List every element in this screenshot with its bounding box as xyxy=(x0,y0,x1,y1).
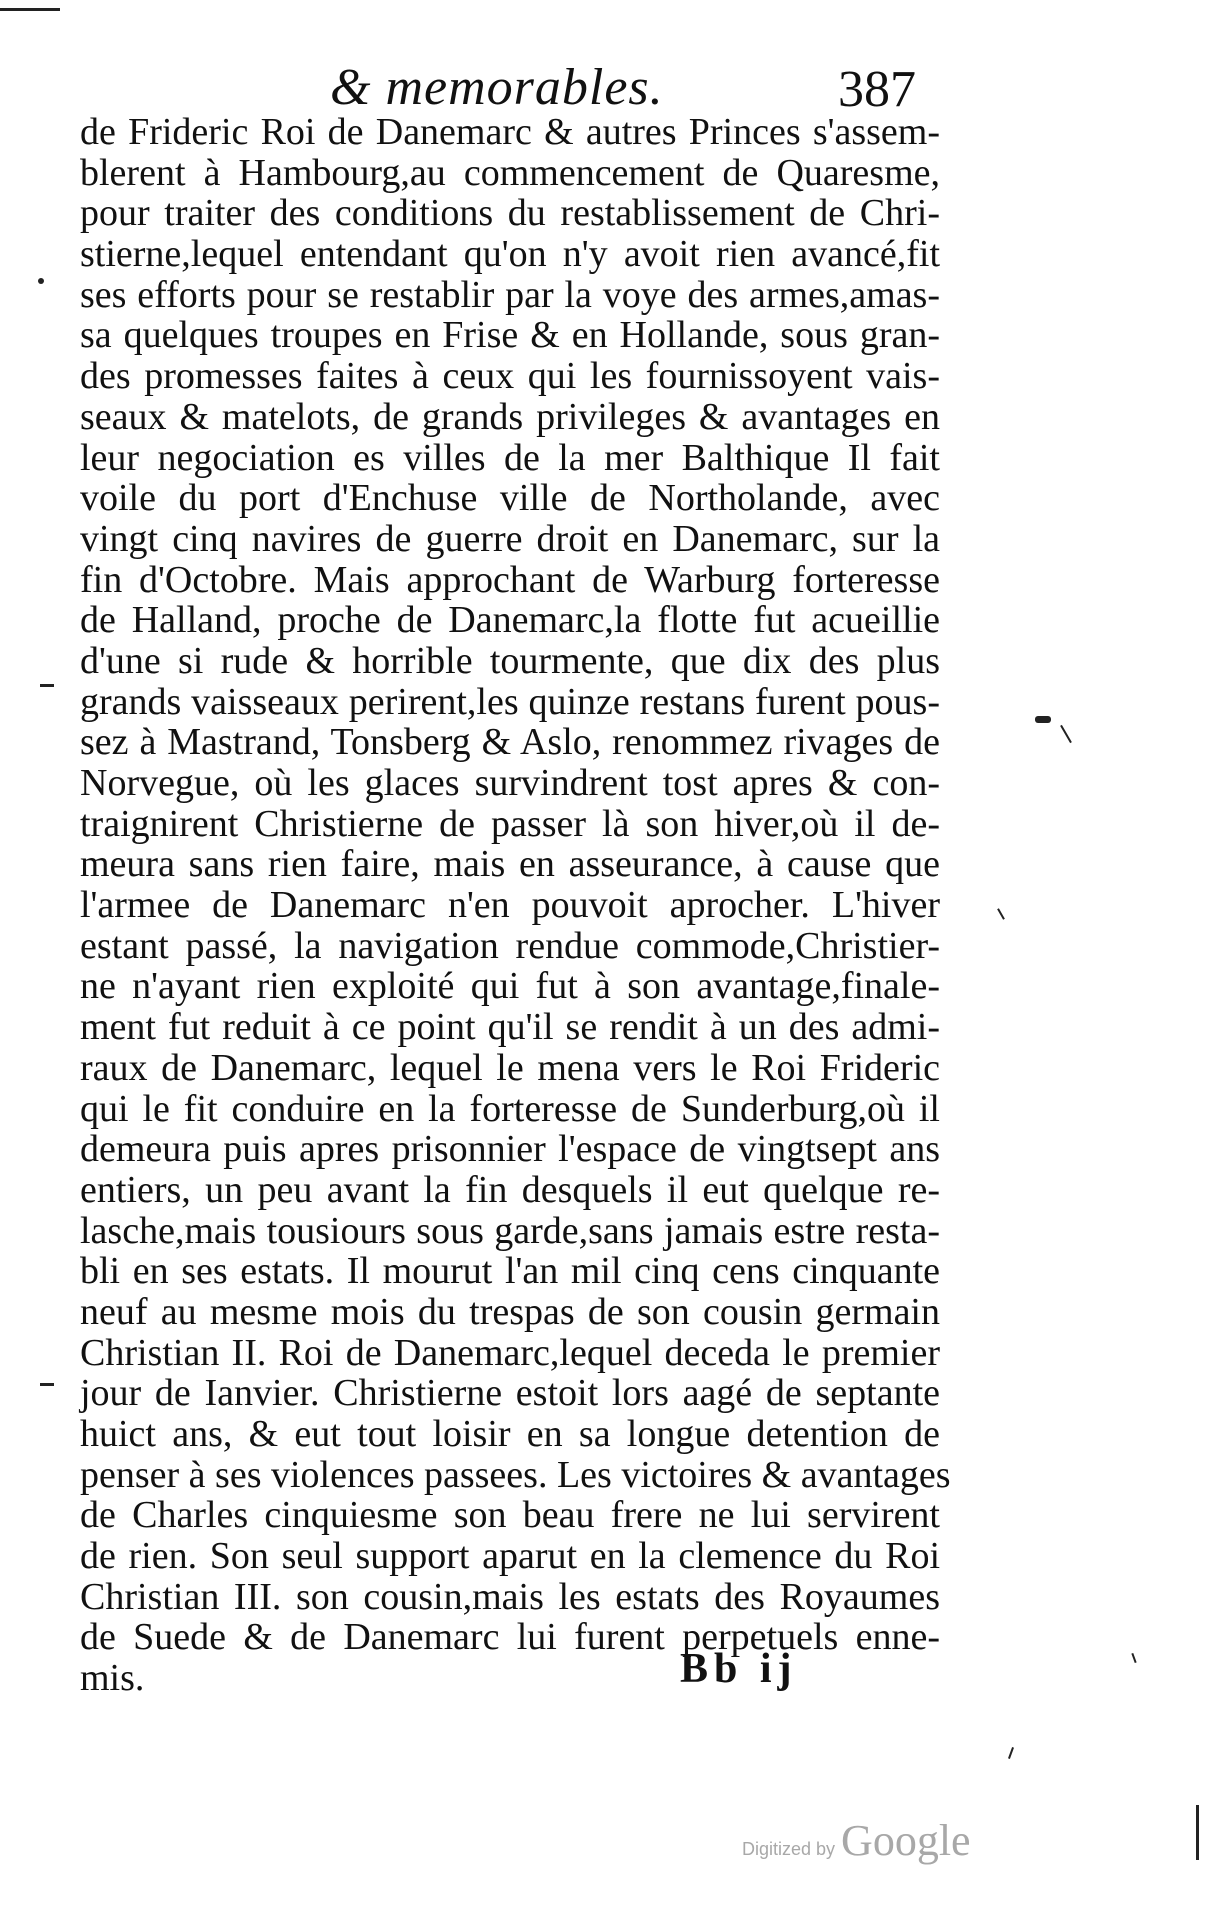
text-line: bli en ses estats. Il mourut l'an mil cinq cens cinquante xyxy=(80,1250,940,1293)
body-text xyxy=(80,111,951,1700)
text-line: des promesses faites à ceux qui les fournissoyent vais- xyxy=(80,355,940,398)
text-line: raux de Danemarc, lequel le mena vers le Roi Frideric xyxy=(80,1046,940,1089)
text-line: d'une si rude & horrible tourmente, que dix des plus xyxy=(80,639,940,682)
text-line: traignirent Christierne de passer là son hiver,où il de- xyxy=(80,802,940,845)
watermark-prefix: Digitized by xyxy=(742,1839,836,1859)
text-line: grands vaisseaux perirent,les quinze restans furent pous- xyxy=(80,680,940,723)
signature-mark: Bb ij xyxy=(680,1646,798,1692)
text-line: leur negociation es villes de la mer Balthique Il fait xyxy=(80,436,940,479)
text-line: de Halland, proche de Danemarc,la flotte fut acueillie xyxy=(80,599,940,642)
text-line: demeura puis apres prisonnier l'espace de vingtsept ans xyxy=(80,1128,940,1171)
google-logo: Google xyxy=(841,1816,971,1865)
text-line: Norvegue, où les glaces survindrent tost apres & con- xyxy=(80,762,940,804)
margin-blot xyxy=(1035,716,1051,723)
margin-tick xyxy=(997,908,1005,919)
text-line: de Suede & de Danemarc lui furent perpetuels enne- xyxy=(80,1616,940,1659)
text-line: penser à ses violences passees. Les victoires & avantages xyxy=(80,1453,951,1496)
text-line: estant passé, la navigation rendue commode,Christier- xyxy=(80,924,940,967)
text-line: blerent à Hambourg,au commencement de Quaresme, xyxy=(80,151,940,194)
text-line: huict ans, & eut tout loisir en sa longue detention de xyxy=(80,1413,940,1455)
text-line: neuf au mesme mois du trespas de son cousin germain xyxy=(80,1290,940,1333)
margin-dash xyxy=(40,684,54,687)
running-title: & memorables. xyxy=(330,59,664,116)
text-line: meura sans rien faire, mais en asseurance, à cause que xyxy=(80,843,940,886)
top-left-rule xyxy=(0,8,60,11)
text-line: l'armee de Danemarc n'en pouvoit aprocher. L'hiver xyxy=(80,884,940,927)
text-line: mis. xyxy=(80,1657,145,1700)
page-number: 387 xyxy=(838,61,916,118)
text-line: jour de Ianvier. Christierne estoit lors aagé de septante xyxy=(80,1372,940,1415)
text-line: pour traiter des conditions du restablissement de Chri- xyxy=(80,192,940,235)
text-line: sa quelques troupes en Frise & en Hollande, sous gran- xyxy=(80,314,940,357)
text-line: voile du port d'Enchuse ville de Northolande, avec xyxy=(80,477,940,520)
margin-tick xyxy=(1131,1653,1136,1663)
text-line: sez à Mastrand, Tonsberg & Aslo, renommez rivages de xyxy=(80,721,940,764)
text-line: Christian II. Roi de Danemarc,lequel deceda le premier xyxy=(80,1331,940,1374)
text-line: entiers, un peu avant la fin desquels il eut quelque re- xyxy=(80,1168,940,1211)
text-line: de Charles cinquiesme son beau frere ne lui servirent xyxy=(80,1494,940,1537)
margin-tick xyxy=(1060,725,1072,743)
text-line: fin d'Octobre. Mais approchant de Warburg forteresse xyxy=(80,558,940,601)
margin-tick xyxy=(1008,1747,1014,1759)
text-line: vingt cinq navires de guerre droit en Danemarc, sur la xyxy=(80,517,940,560)
text-line: qui le fit conduire en la forteresse de Sunderburg,où il xyxy=(80,1087,940,1130)
text-line: de Frideric Roi de Danemarc & autres Princes s'assem- xyxy=(80,111,940,153)
text-line: ses efforts pour se restablir par la voye des armes,amas- xyxy=(80,273,940,316)
right-edge-rule xyxy=(1196,1805,1199,1860)
google-watermark xyxy=(742,1815,971,1866)
text-line: Christian III. son cousin,mais les estats des Royaumes xyxy=(80,1575,940,1618)
margin-dash xyxy=(40,1383,54,1386)
text-line: lasche,mais tousiours sous garde,sans jamais estre resta- xyxy=(80,1209,940,1252)
margin-dot xyxy=(38,278,44,284)
text-line: de rien. Son seul support aparut en la clemence du Roi xyxy=(80,1535,940,1578)
text-line: stierne,lequel entendant qu'on n'y avoit rien avancé,fit xyxy=(80,233,940,276)
text-line: seaux & matelots, de grands privileges & avantages en xyxy=(80,395,940,438)
text-line: ment fut reduit à ce point qu'il se rendit à un des admi- xyxy=(80,1006,940,1049)
text-line: ne n'ayant rien exploité qui fut à son avantage,finale- xyxy=(80,965,940,1008)
